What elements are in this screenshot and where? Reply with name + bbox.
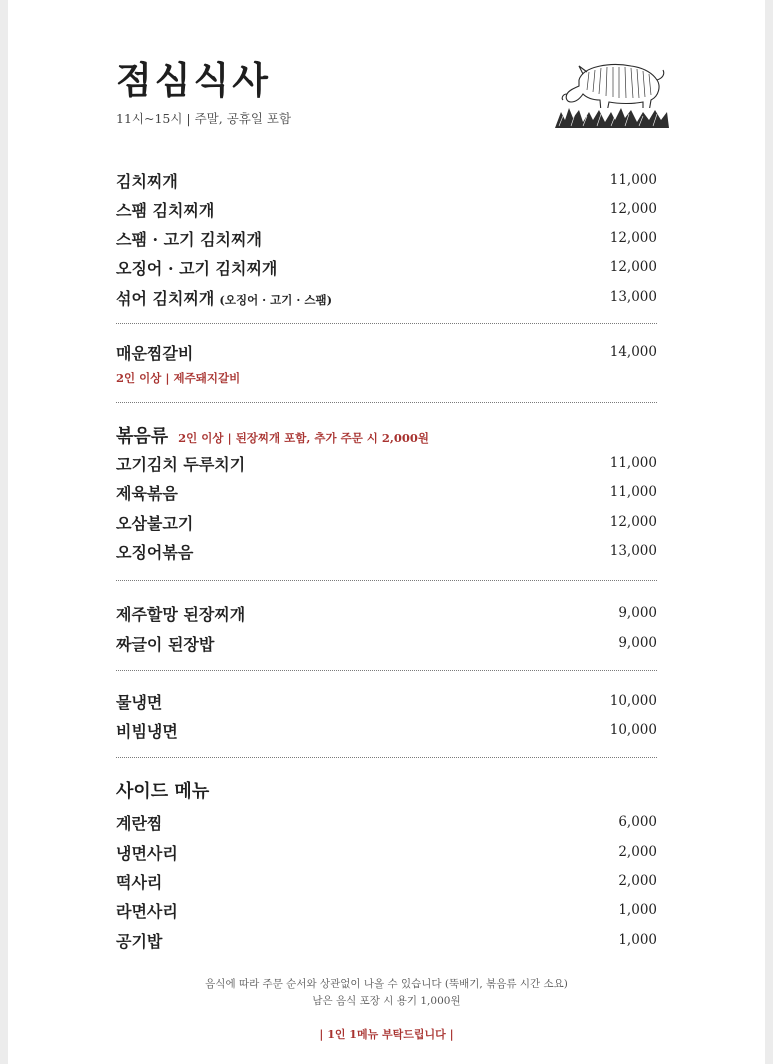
menu-item-price: 12,000 (609, 230, 657, 246)
menu-item-price: 9,000 (618, 605, 657, 621)
menu-item-price: 6,000 (618, 814, 657, 830)
menu-item (116, 631, 657, 655)
menu-item (116, 539, 657, 563)
menu-item (116, 718, 657, 742)
menu-item-price: 10,000 (609, 693, 657, 709)
menu-item-price: 9,000 (618, 635, 657, 651)
dotted-divider (116, 580, 657, 581)
menu-item-price: 1,000 (618, 902, 657, 918)
menu-item-name: 계란찜 (116, 813, 163, 833)
menu-item (116, 451, 657, 475)
menu-item-name: 고기김치 두루치기 (116, 454, 246, 474)
menu-item-name-extra: (오징어 · 고기 · 스팸) (219, 292, 333, 307)
menu-item-name: 짜글이 된장밥 (116, 634, 215, 654)
menu-item-name: 떡사리 (116, 872, 163, 892)
menu-item-price: 12,000 (609, 259, 657, 275)
menu-item-name: 물냉면 (116, 692, 163, 712)
menu-item-price: 2,000 (618, 873, 657, 889)
menu-item-price: 10,000 (609, 722, 657, 738)
footer-one-menu-note: | 1인 1메뉴 부탁드립니다 | (319, 1028, 454, 1041)
menu-item-name: 스팸 · 고기 김치찌개 (116, 229, 262, 249)
menu-item-name: 매운찜갈비 (116, 343, 194, 363)
menu-item (116, 869, 657, 893)
menu-item-price: 11,000 (609, 484, 657, 500)
menu-item (116, 168, 657, 192)
menu-item-name: 제주할망 된장찌개 (116, 604, 246, 624)
menu-item (116, 197, 657, 221)
hours-subtitle: 11시~15시 | 주말, 공휴일 포함 (116, 111, 292, 126)
dotted-divider (116, 323, 657, 324)
menu-item-price: 2,000 (618, 844, 657, 860)
menu-item-name: 섞어 김치찌개 (116, 288, 215, 308)
footer-packaging-note: 남은 음식 포장 시 용기 1,000원 (312, 995, 461, 1007)
menu-item (116, 928, 657, 952)
menu-item (116, 898, 657, 922)
menu-item-name: 라면사리 (116, 901, 178, 921)
menu-item-price: 14,000 (609, 344, 657, 360)
section-heading: 사이드 메뉴 (116, 781, 210, 802)
menu-item-name-group (116, 286, 332, 309)
menu-item-price: 1,000 (618, 932, 657, 948)
menu-item (116, 255, 657, 279)
dotted-divider (116, 670, 657, 671)
menu-item (116, 226, 657, 250)
menu-item-name: 비빔냉면 (116, 721, 178, 741)
menu-item-name: 제육볶음 (116, 483, 178, 503)
menu-item-price: 12,000 (609, 514, 657, 530)
menu-item-name: 공기밥 (116, 931, 163, 951)
menu-item-price: 11,000 (609, 172, 657, 188)
section-heading: 볶음류 (116, 426, 169, 447)
menu-item (116, 340, 657, 364)
menu-item (116, 601, 657, 625)
menu-item-name: 스팸 김치찌개 (116, 200, 215, 220)
dotted-divider (116, 757, 657, 758)
menu-item-name: 냉면사리 (116, 843, 178, 863)
menu-page (8, 0, 765, 1064)
menu-item-name: 오징어 · 고기 김치찌개 (116, 258, 278, 278)
menu-item-price: 13,000 (609, 289, 657, 305)
menu-item-name: 오삼불고기 (116, 513, 194, 533)
menu-item (116, 285, 657, 309)
page-title: 점심식사 (116, 58, 271, 102)
menu-item-price: 12,000 (609, 201, 657, 217)
menu-item (116, 480, 657, 504)
bokkeum-heading-group (116, 422, 429, 448)
footer-order-note: 음식에 따라 주문 순서와 상관없이 나올 수 있습니다 (뚝배기, 볶음류 시간 소요) (205, 978, 568, 990)
menu-item (116, 840, 657, 864)
galbi-note: 2인 이상 | 제주돼지갈비 (116, 371, 241, 385)
bokkeum-note: 2인 이상 | 된장찌개 포함, 추가 주문 시 2,000원 (178, 431, 430, 445)
menu-item-name: 오징어볶음 (116, 542, 194, 562)
menu-item (116, 510, 657, 534)
dotted-divider (116, 402, 657, 403)
menu-item-name: 김치찌개 (116, 171, 178, 191)
menu-item-price: 13,000 (609, 543, 657, 559)
menu-item (116, 689, 657, 713)
pig-illustration-icon (553, 50, 671, 132)
menu-item-price: 11,000 (609, 455, 657, 471)
side-heading-group (116, 777, 209, 803)
menu-item (116, 810, 657, 834)
